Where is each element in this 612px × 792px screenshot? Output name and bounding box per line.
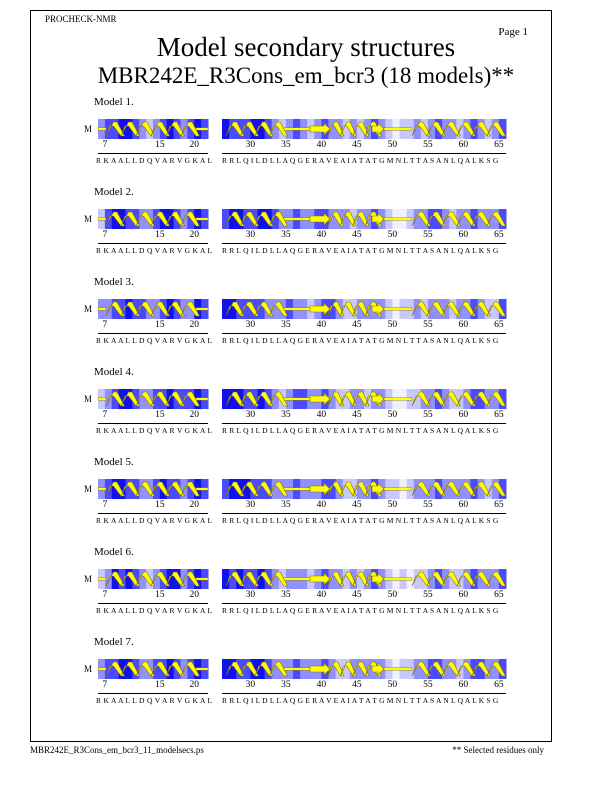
tick-label: 45 <box>352 590 362 600</box>
strip-left <box>98 569 208 589</box>
strip-right <box>222 569 506 589</box>
tick-label: 55 <box>423 230 433 240</box>
coil-segment <box>196 578 208 580</box>
tick-label: 65 <box>494 590 504 600</box>
coil-segment <box>284 488 312 490</box>
strip-right <box>222 119 506 139</box>
tick-label: 30 <box>245 590 256 600</box>
coil-segment <box>196 308 208 310</box>
sequence-left: R K A A L L D Q V A R V G K A L <box>96 606 213 615</box>
tick-label: 30 <box>245 140 256 150</box>
sequence-rule <box>98 333 208 334</box>
coil-segment <box>98 128 106 130</box>
tick-label: 65 <box>494 140 504 150</box>
sequence-rule <box>222 243 506 244</box>
coil-segment <box>384 128 412 130</box>
tick-label: 20 <box>189 320 199 330</box>
coil-segment <box>384 578 412 580</box>
coil-segment <box>98 488 106 490</box>
model-prefix: M <box>84 214 93 224</box>
tick-label: 60 <box>458 680 469 690</box>
coil-segment <box>196 488 208 490</box>
strip-left <box>98 659 208 679</box>
tick-label: 50 <box>387 230 398 240</box>
tick-label: 7 <box>102 230 108 240</box>
model-label: Model 3. <box>94 276 134 288</box>
tick-label: 40 <box>316 230 327 240</box>
tick-label: 15 <box>155 230 165 240</box>
strip-left <box>98 119 208 139</box>
model-label: Model 1. <box>94 96 134 108</box>
tick-label: 15 <box>155 500 165 510</box>
sequence-right: R R L Q I L D L L A Q G E R A V E A I A T A T G M N L T T A S A N L Q A L K S G <box>222 516 499 525</box>
coil-segment <box>196 218 208 220</box>
page-title: Model secondary structures <box>156 32 456 62</box>
coil-segment <box>284 668 312 670</box>
tick-label: 50 <box>387 680 398 690</box>
model-prefix: M <box>84 394 93 404</box>
tick-label: 7 <box>102 500 108 510</box>
tick-label: 7 <box>102 320 108 330</box>
model-prefix: M <box>84 484 93 494</box>
tick-label: 65 <box>494 680 504 690</box>
model-prefix: M <box>84 574 93 584</box>
tick-label: 50 <box>387 320 398 330</box>
tick-label: 20 <box>189 680 199 690</box>
tick-label: 30 <box>245 230 256 240</box>
program-name: PROCHECK-NMR <box>45 14 117 24</box>
model-prefix: M <box>84 664 93 674</box>
tick-label: 45 <box>352 680 362 690</box>
model-label: Model 2. <box>94 186 134 198</box>
sequence-right: R R L Q I L D L L A Q G E R A V E A I A T A T G M N L T T A S A N L Q A L K S G <box>222 246 499 255</box>
strip-left <box>98 389 208 409</box>
tick-label: 50 <box>387 590 398 600</box>
tick-label: 40 <box>316 680 327 690</box>
coil-segment <box>384 668 412 670</box>
strip-left <box>98 299 208 319</box>
tick-label: 55 <box>423 140 433 150</box>
tick-label: 60 <box>458 230 469 240</box>
sequence-right: R R L Q I L D L L A Q G E R A V E A I A T A T G M N L T T A S A N L Q A L K S G <box>222 696 499 705</box>
tick-label: 65 <box>494 320 504 330</box>
coil-segment <box>384 398 412 400</box>
tick-label: 30 <box>245 680 256 690</box>
tick-label: 45 <box>352 320 362 330</box>
tick-label: 45 <box>352 140 362 150</box>
tick-label: 20 <box>189 500 199 510</box>
tick-label: 65 <box>494 410 504 420</box>
coil-segment <box>196 668 208 670</box>
sequence-left: R K A A L L D Q V A R V G K A L <box>96 336 213 345</box>
coil-segment <box>284 578 312 580</box>
tick-label: 35 <box>281 410 291 420</box>
tick-label: 30 <box>245 410 256 420</box>
strip-left <box>98 479 208 499</box>
tick-label: 60 <box>458 320 469 330</box>
tick-label: 60 <box>458 140 469 150</box>
tick-label: 50 <box>387 500 398 510</box>
sequence-left: R K A A L L D Q V A R V G K A L <box>96 426 213 435</box>
sequence-rule <box>222 693 506 694</box>
tick-label: 65 <box>494 230 504 240</box>
strip-right <box>222 389 506 409</box>
tick-label: 65 <box>494 500 504 510</box>
coil-segment <box>284 218 312 220</box>
strip-right <box>222 659 506 679</box>
sequence-rule <box>222 333 506 334</box>
coil-segment <box>384 308 412 310</box>
tick-label: 40 <box>316 320 327 330</box>
tick-label: 35 <box>281 680 291 690</box>
tick-label: 50 <box>387 410 398 420</box>
strip-left <box>98 209 208 229</box>
model-label: Model 5. <box>94 456 134 468</box>
model-label: Model 7. <box>94 636 134 648</box>
strip-right <box>222 299 506 319</box>
sequence-right: R R L Q I L D L L A Q G E R A V E A I A T A T G M N L T T A S A N L Q A L K S G <box>222 426 499 435</box>
strip-right <box>222 479 506 499</box>
tick-label: 35 <box>281 140 291 150</box>
tick-label: 40 <box>316 590 327 600</box>
tick-label: 55 <box>423 500 433 510</box>
tick-label: 40 <box>316 410 327 420</box>
tick-label: 35 <box>281 500 291 510</box>
model-prefix: M <box>84 304 93 314</box>
tick-label: 55 <box>423 590 433 600</box>
strip-right <box>222 209 506 229</box>
sequence-left: R K A A L L D Q V A R V G K A L <box>96 696 213 705</box>
tick-label: 45 <box>352 410 362 420</box>
tick-label: 55 <box>423 320 433 330</box>
tick-label: 20 <box>189 140 199 150</box>
coil-segment <box>196 128 208 130</box>
tick-label: 15 <box>155 320 165 330</box>
tick-label: 7 <box>102 410 108 420</box>
coil-segment <box>284 398 312 400</box>
sequence-rule <box>222 603 506 604</box>
tick-label: 35 <box>281 320 291 330</box>
tick-label: 45 <box>352 500 362 510</box>
tick-label: 40 <box>316 500 327 510</box>
sequence-left: R K A A L L D Q V A R V G K A L <box>96 516 213 525</box>
page-number: Page 1 <box>498 26 528 38</box>
tick-label: 35 <box>281 590 291 600</box>
coil-segment <box>98 578 106 580</box>
page-subtitle: MBR242E_R3Cons_em_bcr3 (18 models)** <box>97 63 515 88</box>
tick-label: 20 <box>189 590 199 600</box>
footer-filename: MBR242E_R3Cons_em_bcr3_11_modelsecs.ps <box>30 745 204 755</box>
tick-label: 30 <box>245 500 256 510</box>
tick-label: 30 <box>245 320 256 330</box>
coil-segment <box>196 398 208 400</box>
tick-label: 60 <box>458 590 469 600</box>
tick-label: 45 <box>352 230 362 240</box>
coil-segment <box>98 308 106 310</box>
tick-label: 40 <box>316 140 327 150</box>
model-label: Model 6. <box>94 546 134 558</box>
sequence-rule <box>98 243 208 244</box>
tick-label: 20 <box>189 410 199 420</box>
coil-segment <box>284 308 312 310</box>
tick-label: 50 <box>387 140 398 150</box>
tick-label: 35 <box>281 230 291 240</box>
sequence-right: R R L Q I L D L L A Q G E R A V E A I A T A T G M N L T T A S A N L Q A L K S G <box>222 156 499 165</box>
model-label: Model 4. <box>94 366 134 378</box>
tick-label: 60 <box>458 500 469 510</box>
coil-segment <box>284 128 312 130</box>
tick-label: 15 <box>155 140 165 150</box>
sequence-rule <box>222 423 506 424</box>
model-prefix: M <box>84 124 93 134</box>
tick-label: 15 <box>155 590 165 600</box>
tick-label: 7 <box>102 590 108 600</box>
sequence-right: R R L Q I L D L L A Q G E R A V E A I A T A T G M N L T T A S A N L Q A L K S G <box>222 336 499 345</box>
coil-segment <box>384 218 412 220</box>
tick-label: 7 <box>102 680 108 690</box>
sequence-rule <box>98 603 208 604</box>
sequence-rule <box>98 423 208 424</box>
coil-segment <box>98 398 106 400</box>
sequence-rule <box>98 153 208 154</box>
tick-label: 15 <box>155 680 165 690</box>
sequence-rule <box>222 153 506 154</box>
coil-segment <box>98 218 106 220</box>
sequence-rule <box>98 693 208 694</box>
tick-label: 20 <box>189 230 199 240</box>
sequence-rule <box>222 513 506 514</box>
coil-segment <box>98 668 106 670</box>
sequence-rule <box>98 513 208 514</box>
tick-label: 55 <box>423 680 433 690</box>
tick-label: 55 <box>423 410 433 420</box>
tick-label: 7 <box>102 140 108 150</box>
sequence-left: R K A A L L D Q V A R V G K A L <box>96 246 213 255</box>
sequence-left: R K A A L L D Q V A R V G K A L <box>96 156 213 165</box>
footer-note: ** Selected residues only <box>452 745 544 755</box>
tick-label: 15 <box>155 410 165 420</box>
sequence-right: R R L Q I L D L L A Q G E R A V E A I A T A T G M N L T T A S A N L Q A L K S G <box>222 606 499 615</box>
tick-label: 60 <box>458 410 469 420</box>
coil-segment <box>384 488 412 490</box>
